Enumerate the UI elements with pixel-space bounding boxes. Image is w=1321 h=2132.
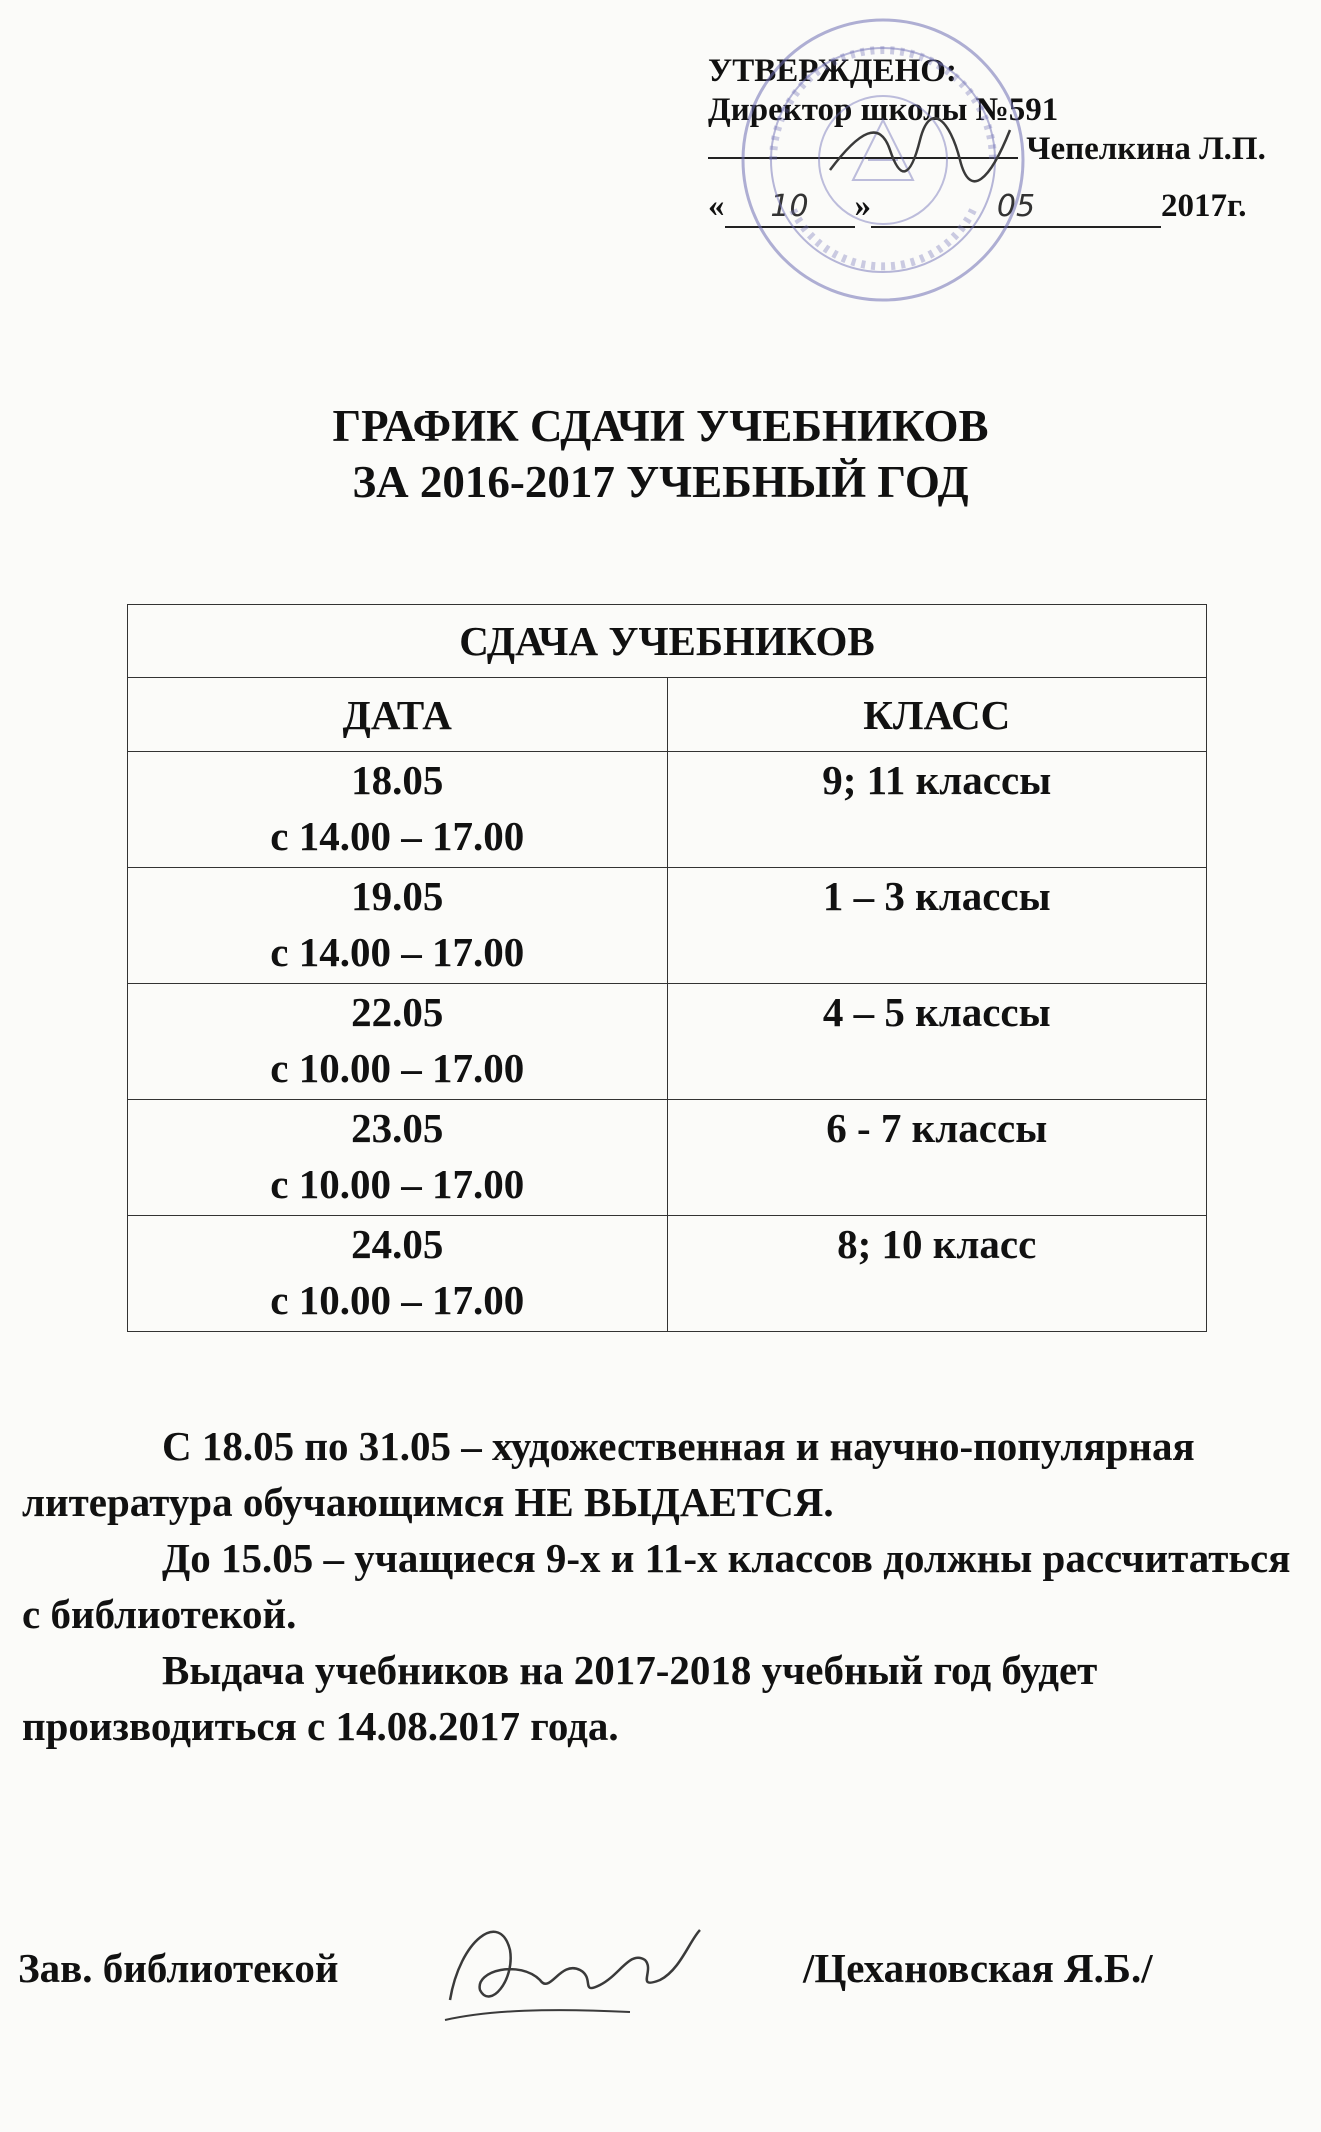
footer-name: /Цехановская Я.Б./ (803, 1945, 1153, 1991)
class-cell: 1 – 3 классы (667, 868, 1207, 984)
table-columns-row (128, 678, 1207, 752)
class-cell: 6 - 7 классы (667, 1100, 1207, 1216)
librarian-signature-icon (430, 1900, 710, 2030)
schedule-table (127, 604, 1207, 1332)
table-row (128, 1216, 1207, 1332)
approval-date-day: 10 (725, 187, 855, 228)
column-date: ДАТА (128, 678, 668, 752)
director-name: Чепелкина Л.П. (1026, 131, 1266, 167)
table-row (128, 868, 1207, 984)
approval-date-month: 05 (871, 187, 1161, 228)
table-row (128, 984, 1207, 1100)
approval-date: « 10 » 05 2017г. (708, 187, 1266, 228)
class-cell: 4 – 5 классы (667, 984, 1207, 1100)
document-title (0, 398, 1321, 510)
column-class: КЛАСС (667, 678, 1207, 752)
note-paragraph: До 15.05 – учащиеся 9-х и 11-х классов должны рассчитаться с библиотекой. (22, 1535, 1291, 1637)
date-cell: 24.05 с 10.00 – 17.00 (128, 1216, 668, 1332)
table-row (128, 752, 1207, 868)
director-signature-icon (820, 110, 1020, 200)
note-paragraph: С 18.05 по 31.05 – художественная и научно-популярная литература обучающимся НЕ ВЫДАЕТСЯ. (22, 1423, 1195, 1525)
approval-heading: УТВЕРЖДЕНО: (708, 53, 957, 89)
table-row (128, 1100, 1207, 1216)
approval-position: Директор школы №591 (708, 92, 1059, 128)
date-cell: 22.05 с 10.00 – 17.00 (128, 984, 668, 1100)
date-cell: 18.05 с 14.00 – 17.00 (128, 752, 668, 868)
title-line-2: ЗА 2016-2017 УЧЕБНЫЙ ГОД (352, 457, 969, 507)
notes-block (22, 1418, 1312, 1754)
table-header-row (128, 605, 1207, 678)
approval-date-year: 2017г. (1161, 188, 1247, 224)
title-line-1: ГРАФИК СДАЧИ УЧЕБНИКОВ (332, 401, 989, 451)
class-cell: 9; 11 классы (667, 752, 1207, 868)
table-header: СДАЧА УЧЕБНИКОВ (128, 605, 1207, 678)
note-paragraph: Выдача учебников на 2017-2018 учебный год будет производиться с 14.08.2017 года. (22, 1647, 1098, 1749)
date-cell: 19.05 с 14.00 – 17.00 (128, 868, 668, 984)
footer-role: Зав. библиотекой (18, 1945, 339, 1991)
class-cell: 8; 10 класс (667, 1216, 1207, 1332)
date-cell: 23.05 с 10.00 – 17.00 (128, 1100, 668, 1216)
